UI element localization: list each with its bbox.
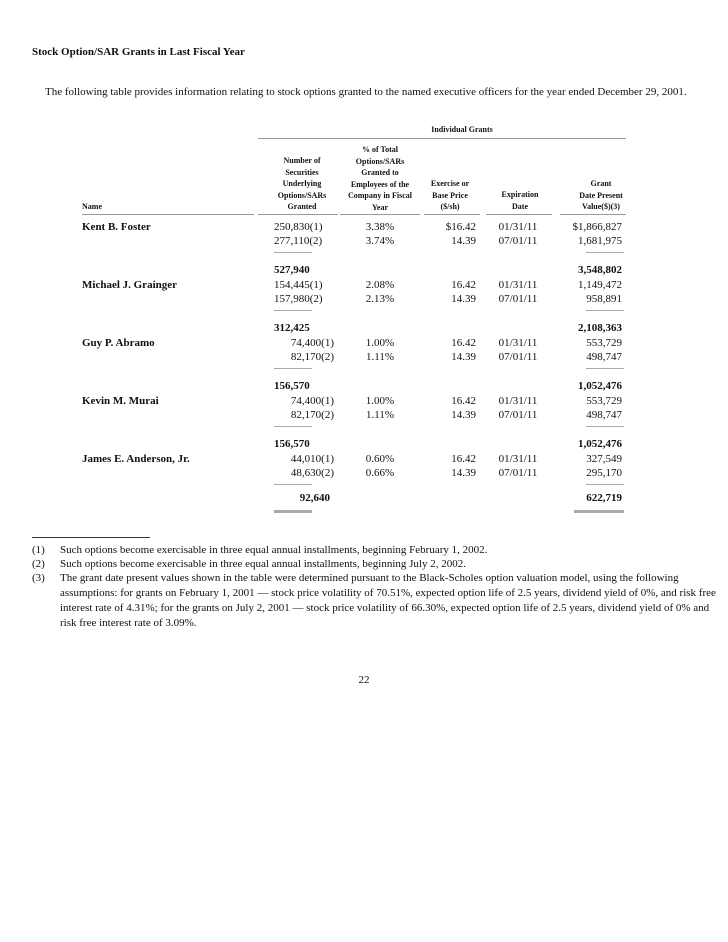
grant-percent: 2.08%	[365, 279, 395, 291]
grant-percent: 1.11%	[365, 409, 394, 421]
total-granted: 156,570	[274, 380, 310, 392]
grant-price: 14.39	[451, 467, 476, 479]
total-granted: 527,940	[274, 264, 310, 276]
grant-granted: 82,170(2)	[290, 409, 334, 421]
subtotal-rule	[274, 484, 312, 485]
grant-price: 14.39	[451, 235, 476, 247]
grant-percent: 2.13%	[365, 293, 395, 305]
header-rule-value	[560, 214, 626, 215]
grant-expiration: 07/01/11	[498, 409, 538, 421]
grant-price: $16.42	[445, 221, 476, 233]
column-header-name: Name	[82, 202, 102, 211]
footnote-text: Such options become exercisable in three equal annual installments, beginning July 2, 2002.	[60, 558, 466, 570]
total-value: 3,548,802	[578, 264, 622, 276]
grant-expiration: 01/31/11	[498, 221, 538, 233]
grant-value: 1,149,472	[578, 279, 622, 291]
grant-value: 553,729	[586, 395, 622, 407]
grant-expiration: 07/01/11	[498, 235, 538, 247]
header-rule-percent	[340, 214, 420, 215]
intro-paragraph: The following table provides information relating to stock options granted to the named executive officers for the year ended December 29, 2001.	[45, 86, 687, 98]
grant-expiration: 01/31/11	[498, 453, 538, 465]
column-header-percent: % of Total Options/SARs Granted to Employees of the Company in Fiscal Year	[347, 145, 412, 212]
officer-name: James E. Anderson, Jr.	[82, 453, 190, 465]
grant-percent: 0.66%	[365, 467, 395, 479]
section-title: Stock Option/SAR Grants in Last Fiscal Year	[32, 46, 245, 58]
grant-granted: 277,110(2)	[274, 235, 323, 247]
grant-granted: 74,400(1)	[290, 337, 334, 349]
grant-expiration: 01/31/11	[498, 279, 538, 291]
grant-value: 958,891	[586, 293, 622, 305]
subtotal-rule	[586, 426, 624, 427]
footnote-marker: (2)	[32, 558, 45, 570]
grant-value: 498,747	[586, 351, 622, 363]
officer-name: Guy P. Abramo	[82, 337, 155, 349]
header-rule-price	[424, 214, 480, 215]
grant-price: 16.42	[451, 337, 476, 349]
grant-granted: 250,830(1)	[274, 221, 323, 233]
grant-value: 1,681,975	[578, 235, 622, 247]
subtotal-rule	[274, 368, 312, 369]
grant-expiration: 07/01/11	[498, 467, 538, 479]
individual-grants-header: Individual Grants	[431, 125, 493, 134]
grant-price: 14.39	[451, 293, 476, 305]
footnote-text: Such options become exercisable in three equal annual installments, beginning February 1, 2002.	[60, 544, 488, 556]
grant-expiration: 07/01/11	[498, 351, 538, 363]
grant-granted: 157,980(2)	[274, 293, 323, 305]
grant-price: 16.42	[451, 453, 476, 465]
grant-expiration: 01/31/11	[498, 337, 538, 349]
grant-price: 14.39	[451, 409, 476, 421]
total-value: 1,052,476	[578, 380, 622, 392]
total-value: 1,052,476	[578, 438, 622, 450]
grant-price: 16.42	[451, 395, 476, 407]
column-header-granted: Number of Securities Underlying Options/SARs Granted	[277, 156, 327, 211]
column-header-value: Grant Date Present Value($)(3)	[579, 179, 623, 211]
column-header-expiration: Expiration Date	[501, 190, 539, 211]
header-rule-granted	[258, 214, 338, 215]
subtotal-rule	[586, 310, 624, 311]
grand-total-rule	[574, 510, 624, 513]
header-rule-expiration	[486, 214, 552, 215]
footnote-marker: (3)	[32, 572, 45, 584]
page-number: 22	[358, 674, 370, 686]
grant-value: 553,729	[586, 337, 622, 349]
grant-percent: 3.74%	[365, 235, 395, 247]
subtotal-rule	[586, 252, 624, 253]
grant-percent: 1.00%	[365, 337, 395, 349]
total-value: 2,108,363	[578, 322, 622, 334]
footnote-separator	[32, 537, 150, 538]
grant-value: 327,549	[586, 453, 622, 465]
subtotal-rule	[586, 484, 624, 485]
grant-granted: 74,400(1)	[290, 395, 334, 407]
grant-percent: 3.38%	[365, 221, 395, 233]
grant-price: 14.39	[451, 351, 476, 363]
officer-name: Kent B. Foster	[82, 221, 151, 233]
grant-granted: 154,445(1)	[274, 279, 323, 291]
grant-percent: 0.60%	[365, 453, 395, 465]
grant-percent: 1.11%	[365, 351, 394, 363]
total-granted: 312,425	[274, 322, 310, 334]
total-granted: 156,570	[274, 438, 310, 450]
group-header-rule	[258, 138, 626, 139]
column-header-price: Exercise or Base Price ($/sh)	[430, 179, 470, 211]
grant-expiration: 01/31/11	[498, 395, 538, 407]
grand-total-rule	[274, 510, 312, 513]
grant-value: 295,170	[586, 467, 622, 479]
subtotal-rule	[586, 368, 624, 369]
grant-value: $1,866,827	[572, 221, 622, 233]
footnote-marker: (1)	[32, 544, 45, 556]
total-value: 622,719	[586, 492, 622, 504]
grant-granted: 44,010(1)	[290, 453, 334, 465]
grant-value: 498,747	[586, 409, 622, 421]
grant-percent: 1.00%	[365, 395, 395, 407]
subtotal-rule	[274, 252, 312, 253]
officer-name: Kevin M. Murai	[82, 395, 159, 407]
grant-expiration: 07/01/11	[498, 293, 538, 305]
grant-price: 16.42	[451, 279, 476, 291]
footnote-text: The grant date present values shown in the table were determined pursuant to the Black-Scholes option valuation model, using the following assumptions: for grants on February 1, 2001 — stock price volatility of 70.51%, expected option life of 2.5 years, dividend yield of 0%, and risk free interest rate of 4.31%; for the grants on July 2, 2001 — stock price volatility of 66.30%, expected option life of 2.5 years, dividend yield of 0% and risk free interest rate of 3.09%.	[60, 572, 716, 629]
total-granted: 92,640	[299, 492, 330, 504]
header-rule-name	[82, 214, 254, 215]
grant-granted: 48,630(2)	[290, 467, 334, 479]
subtotal-rule	[274, 310, 312, 311]
officer-name: Michael J. Grainger	[82, 279, 178, 291]
grant-granted: 82,170(2)	[290, 351, 334, 363]
subtotal-rule	[274, 426, 312, 427]
